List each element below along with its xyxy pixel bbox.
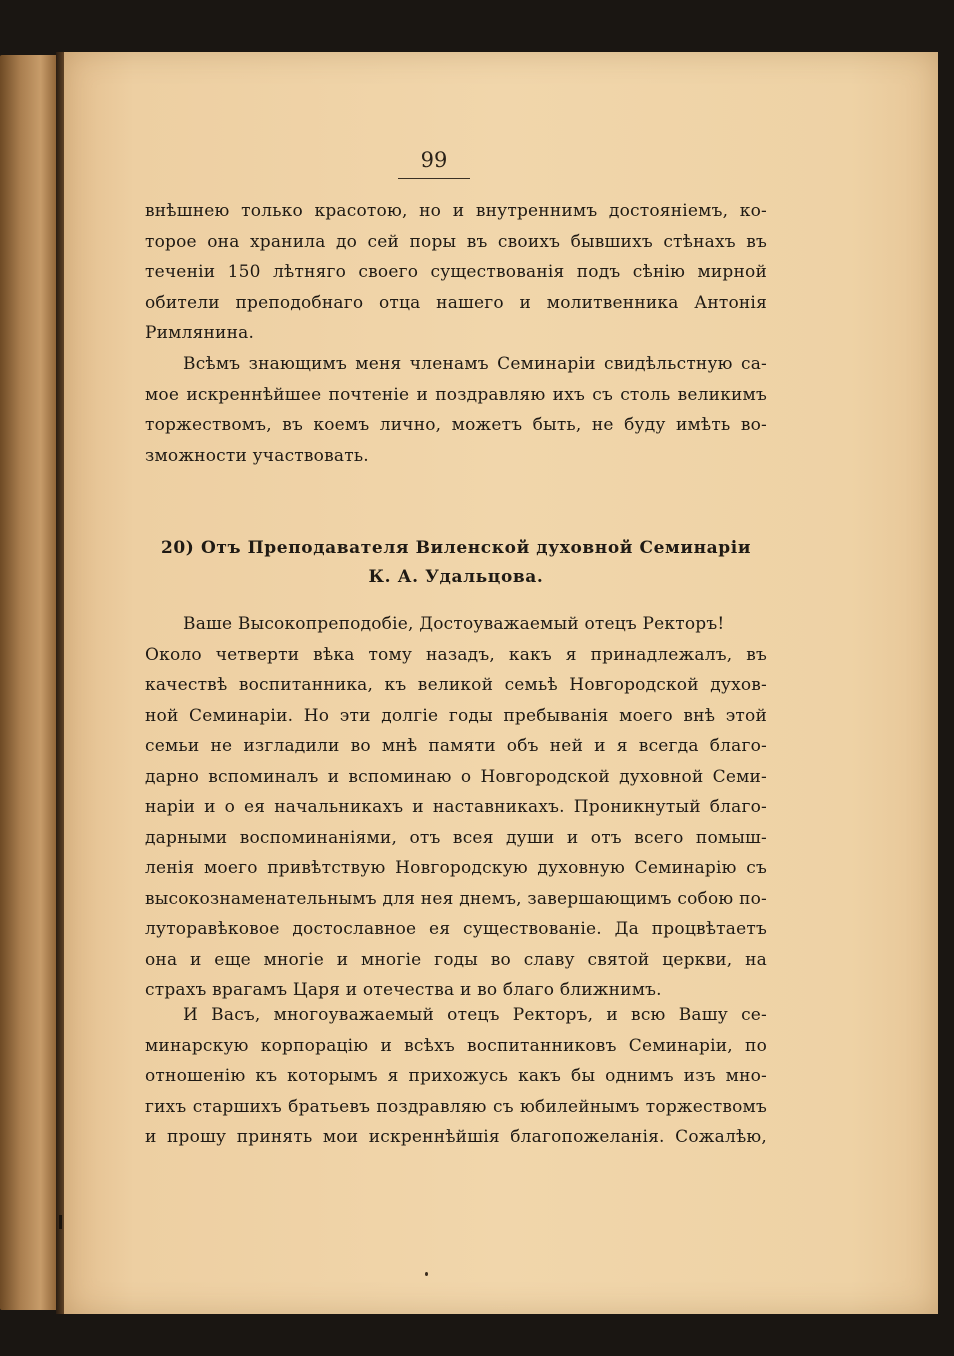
text-line: она и еще многіе и многіе годы во славу святой церкви, на	[145, 949, 767, 970]
text-line: дарными воспоминаніями, отъ всея души и отъ всего помыш-	[145, 827, 767, 848]
page-edge-mark	[59, 1215, 62, 1229]
text-line: ленія моего привѣтствую Новгородскую духовную Семинарію съ	[145, 858, 767, 878]
text-line: страхъ врагамъ Царя и отечества и во благо ближнимъ.	[145, 980, 662, 1000]
text-line: наріи и о ея начальникахъ и наставникахъ. Проникнутый благо-	[145, 797, 767, 817]
facing-page-edge	[0, 55, 58, 1310]
paragraph-letter	[145, 609, 767, 1006]
text-line: мое искреннѣйшее почтеніе и поздравляю ихъ съ столь великимъ	[145, 384, 767, 405]
text-line: минарскую корпорацію и всѣхъ воспитанниковъ Семинаріи, по	[145, 1035, 767, 1056]
text-line: луторавѣковое достославное ея существованіе. Да процвѣтаетъ	[145, 919, 767, 939]
paragraph-continued	[145, 196, 767, 349]
heading-line: К. А. Удальцова.	[368, 567, 544, 587]
text-line: семьи не изгладили во мнѣ памяти объ ней и я всегда благо-	[145, 736, 767, 756]
text-line: И Васъ, многоуважаемый отецъ Ректоръ, и всю Вашу се-	[183, 1005, 767, 1025]
text-line: дарно вспоминалъ и вспоминаю о Новгородской духовной Семи-	[145, 766, 767, 787]
text-line: внѣшнею только красотою, но и внутреннимъ достояніемъ, ко-	[145, 201, 767, 221]
heading-line: 20) Отъ Преподавателя Виленской духовной Семинаріи	[160, 538, 752, 558]
text-line: Около четверти вѣка тому назадъ, какъ я принадлежалъ, въ	[145, 644, 767, 665]
text-line: и прошу принять мои искреннѣйшія благопожеланія. Сожалѣю,	[145, 1127, 767, 1147]
text-line: качествѣ воспитанника, къ великой семьѣ Новгородской духов-	[145, 675, 767, 695]
text-line: высокознаменательнымъ для нея днемъ, завершающимъ собою по-	[145, 888, 767, 909]
text-line: отношенію къ которымъ я прихожусь какъ бы однимъ изъ мно-	[145, 1066, 767, 1086]
text-line: торжествомъ, въ коемъ лично, можетъ быть, не буду имѣть во-	[145, 415, 767, 435]
ink-speck	[425, 1272, 428, 1276]
text-line: теченіи 150 лѣтняго своего существованія подъ сѣнію мирной	[145, 262, 767, 282]
text-line: Ваше Высокопреподобіе, Достоуважаемый отецъ Ректоръ!	[183, 614, 725, 634]
page-number: 99	[420, 148, 448, 172]
text-line: ной Семинаріи. Но эти долгіе годы пребыванія моего внѣ этой	[145, 705, 767, 726]
text-line: торое она хранила до сей поры въ своихъ бывшихъ стѣнахъ въ	[145, 231, 767, 252]
text-line: обители преподобнаго отца нашего и молитвенника Антонія	[145, 292, 767, 313]
text-line: Всѣмъ знающимъ меня членамъ Семинаріи свидѣльстную са-	[183, 354, 767, 374]
paragraph-greetings	[145, 349, 767, 471]
text-line: гихъ старшихъ братьевъ поздравляю съ юбилейнымъ торжествомъ	[145, 1096, 767, 1117]
text-line: зможности участвовать.	[145, 445, 369, 466]
page-number-rule	[398, 178, 470, 179]
text-line: Римлянина.	[145, 323, 255, 343]
paragraph-closing	[145, 1000, 767, 1153]
section-heading	[145, 534, 767, 592]
